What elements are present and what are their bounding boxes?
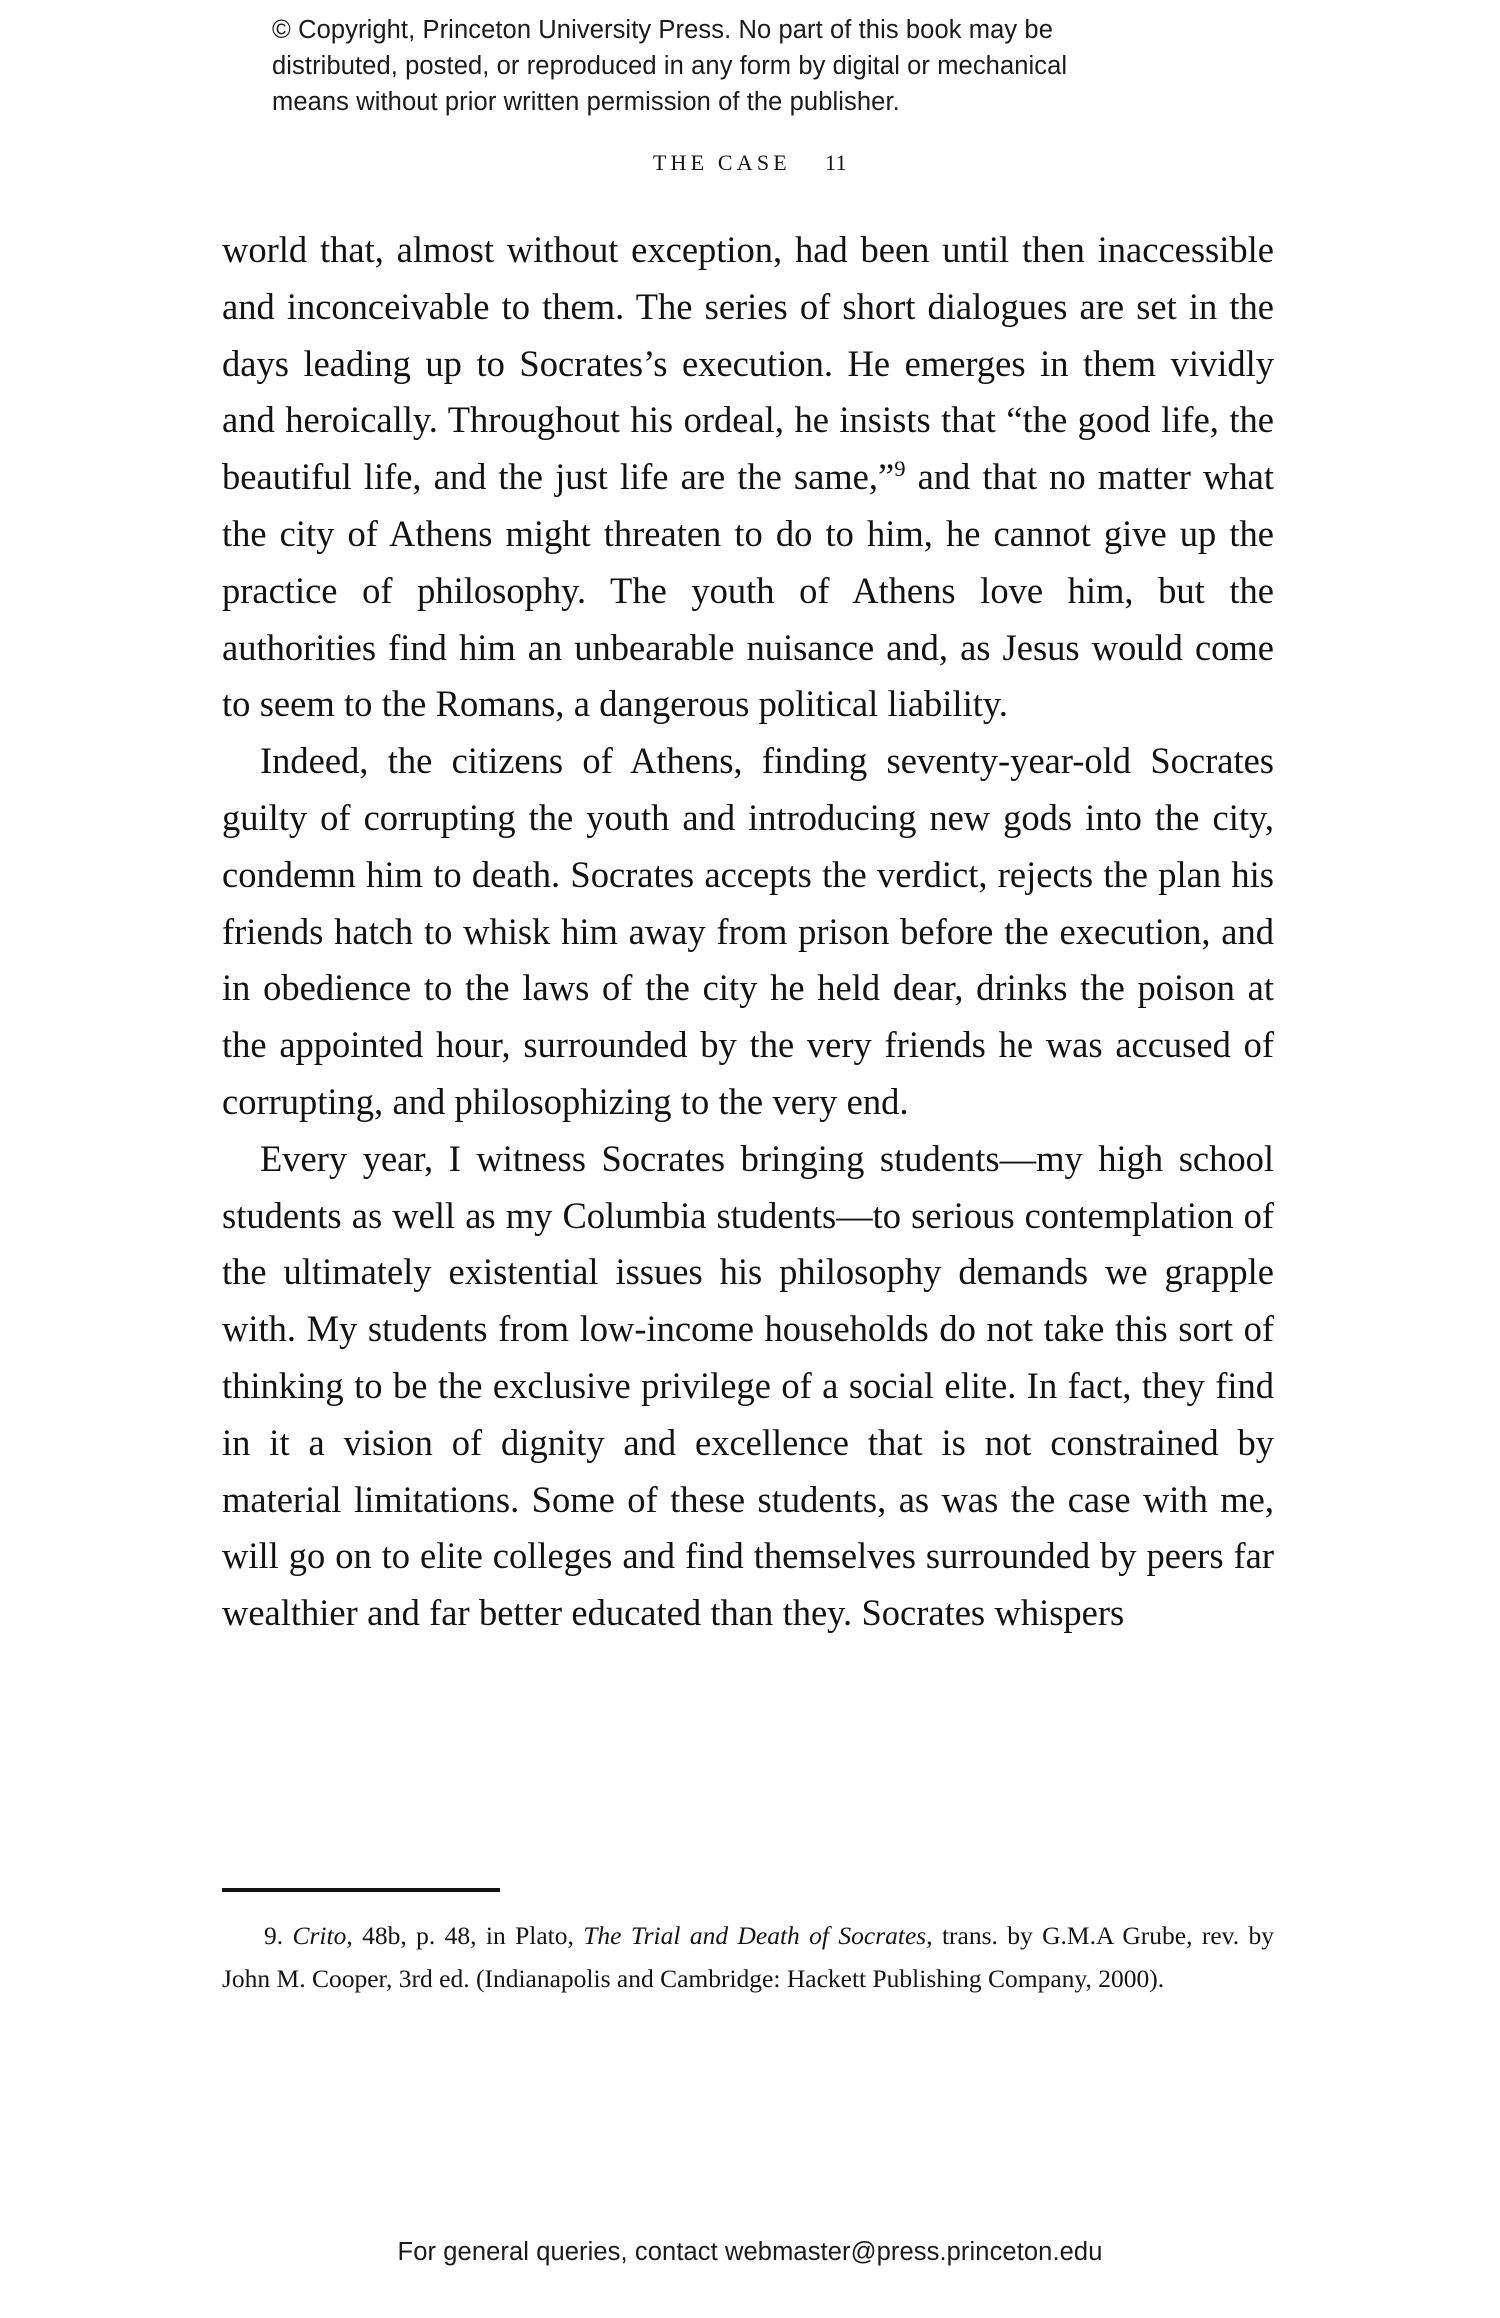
copyright-line-1: © Copyright, Princeton University Press. No part of this book may be xyxy=(272,16,1053,44)
body-paragraph-3: Every year, I witness Socrates bringing students—my high school students as well as my Columbia students—to serious contemplation of the ultimately existential issues his philosophy demands we grapple with. My students from low-income households do not take this sort of thinking to be the exclusive privilege of a social elite. In fact, they find in it a vision of dignity and excellence that is not constrained by material limitations. Some of these students, as was the case with me, will go on to elite colleges and find themselves surrounded by peers far wealthier and far better educated than they. Socrates whispers xyxy=(222,1137,1274,1634)
body-text-column xyxy=(222,222,1274,1642)
copyright-line-3: means without prior written permission of the publisher. xyxy=(272,88,900,116)
running-head xyxy=(0,150,1500,176)
footnote-separator-rule xyxy=(222,1888,500,1892)
paragraph-1-text-after-footnote: and that no matter what the city of Athens might threaten to do to him, he cannot give up the practice of philosophy. The youth of Athens love him, but the authorities find him an unbearable nuisance and, as Jesus would come to seem to the Romans, a dangerous political liability. xyxy=(222,456,1274,725)
page-footer xyxy=(0,2238,1500,2267)
copyright-line-2: distributed, posted, or reproduced in any form by digital or mechanical xyxy=(272,52,1068,80)
footnote-segment-two: , 48b, p. 48, in Plato, xyxy=(346,1921,584,1950)
footnote-entry-9 xyxy=(222,1914,1274,2000)
page-number: 11 xyxy=(824,150,848,175)
footer-contact-text: For general queries, contact webmaster@press.princeton.edu xyxy=(397,2238,1103,2266)
footnote-number: 9. xyxy=(264,1921,293,1950)
footnote-work-title: Crito xyxy=(292,1921,347,1950)
footnote-book-title: The Trial and Death of Socrates xyxy=(583,1921,927,1950)
paragraph-1-text-before-footnote: world that, almost without exception, had been until then inaccessible and inconceivable to them. The series of short dialogues are set in the days leading up to Socrates’s execution. He emerges in them vividly and heroically. Throughout his ordeal, he insists that “the good life, the beautiful life, and the just life are the same,” xyxy=(222,229,1274,498)
copyright-notice xyxy=(272,12,1232,120)
footnote-reference-9[interactable]: 9 xyxy=(894,456,906,482)
running-head-title: THE CASE xyxy=(652,150,791,175)
footnote-section xyxy=(222,1888,1274,2000)
body-paragraph-1 xyxy=(222,222,1274,733)
body-paragraph-2: Indeed, the citizens of Athens, finding seventy-year-old Socrates guilty of corrupting the youth and introducing new gods into the city, condemn him to death. Socrates accepts the verdict, rejects the plan his friends hatch to whisk him away from prison before the execution, and in obedience to the laws of the city he held dear, drinks the poison at the appointed hour, surrounded by the very friends he was accused of corrupting, and philosophizing to the very end. xyxy=(222,740,1274,1122)
footnote-segment-three: , trans. by G.M.A Grube, rev. by John M. Cooper, 3rd ed. (Indianapolis and Cambridge: Hackett Publishing Company, 2000). xyxy=(222,1921,1274,1993)
